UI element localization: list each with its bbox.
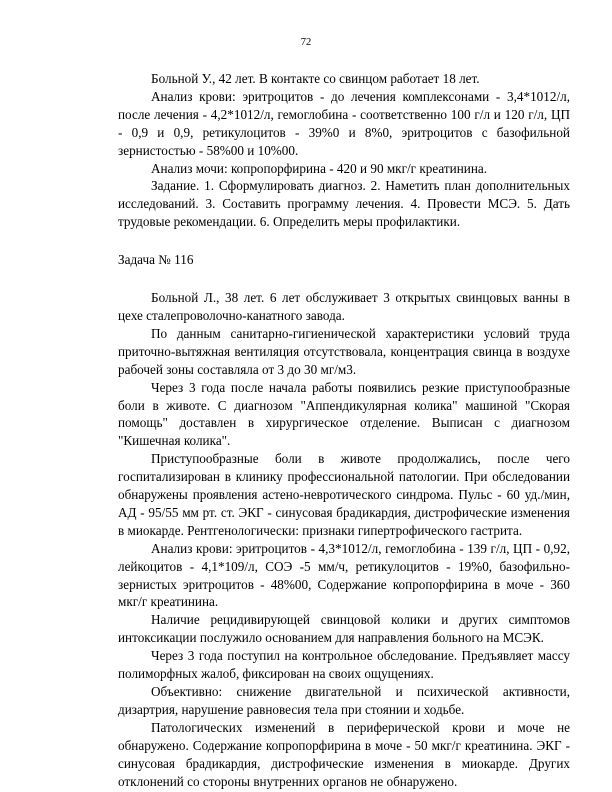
case1-urine-test: Анализ мочи: копропорфирина - 420 и 90 мкг/г креатинина. bbox=[151, 160, 488, 176]
page-content bbox=[118, 70, 570, 790]
case2-followup: Через 3 года поступил на контрольное обследование. Предъявляет массу полиморфных жалоб, фиксирован на своих ощущениях. bbox=[118, 648, 570, 682]
case1-blood-test: Анализ крови: эритроцитов - до лечения комплексонами - 3,4*1012/л, после лечения - 4,2*1012/л, гемоглобина - соответственно 100 г/л и 120 г/л, ЦП - 0,9 и 0,9, ретикулоцитов - 39%0 и 8%0, эритроцитов с базофильной зернистостью - 58%00 и 10%00. bbox=[118, 88, 570, 158]
case2-findings: Патологических изменений в периферической крови и моче не обнаружено. Содержание копропорфирина в моче - 50 мкг/г креатинина. ЭКГ - синусовая брадикардия, дистрофические изменения в миокарде. Других отклонений со стороны внутренних органов не обнаружено. bbox=[118, 719, 570, 789]
page-number: 72 bbox=[300, 37, 312, 48]
case2-hospitalization: Приступообразные боли в животе продолжались, после чего госпитализирован в клинику профессиональной патологии. При обследовании обнаружены проявления астено-невротического синдрома. Пульс - 60 уд./мин, АД - 95/55 мм рт. ст. ЭКГ - синусовая брадикардия, дистрофические изменения в миокарде. Рентгенологически: признаки гипертрофического гастрита. bbox=[118, 451, 570, 538]
case2-hygiene: По данным санитарно-гигиенической характеристики условий труда приточно-вытяжная вентиляция отсутствовала, концентрация свинца в воздухе рабочей зоны составляла от 3 до 30 мг/м3. bbox=[118, 325, 570, 377]
case2-history: Через 3 года после начала работы появились резкие приступообразные боли в животе. С диагнозом "Аппендикулярная колика" машиной "Скорая помощь" доставлен в хирургическое отделение. Выписан с диагнозом "Кишечная колика". bbox=[118, 379, 570, 449]
case2-blood-test: Анализ крови: эритроцитов - 4,3*1012/л, гемоглобина - 139 г/л, ЦП - 0,92, лейкоцитов - 4,1*109/л, СОЭ -5 мм/ч, ретикулоцитов - 19%0, базофильно-зернистых эритроцитов - 48%00, Содержание копропорфирина в моче - 360 мкг/г креатинина. bbox=[118, 540, 570, 610]
case1-intro: Больной У., 42 лет. В контакте со свинцом работает 18 лет. bbox=[151, 71, 480, 86]
task-title: Задача № 116 bbox=[118, 252, 194, 268]
case2-objective: Объективно: снижение двигательной и психической активности, дизартрия, нарушение равновесия тела при стоянии и ходьбе. bbox=[118, 684, 570, 717]
case2-intro: Больной Л., 38 лет. 6 лет обслуживает 3 открытых свинцовых ванны в цехе сталепроволочно-канатного завода. bbox=[118, 290, 570, 323]
case2-msek: Наличие рецидивирующей свинцовой колики и других симптомов интоксикации послужило основанием для направления больного на МСЭК. bbox=[118, 612, 570, 646]
case1-assignment: Задание. 1. Сформулировать диагноз. 2. Наметить план дополнительных исследований. 3. Составить программу лечения. 4. Провести МСЭ. 5. Дать трудовые рекомендации. 6. Определить меры профилактики. bbox=[118, 178, 570, 230]
